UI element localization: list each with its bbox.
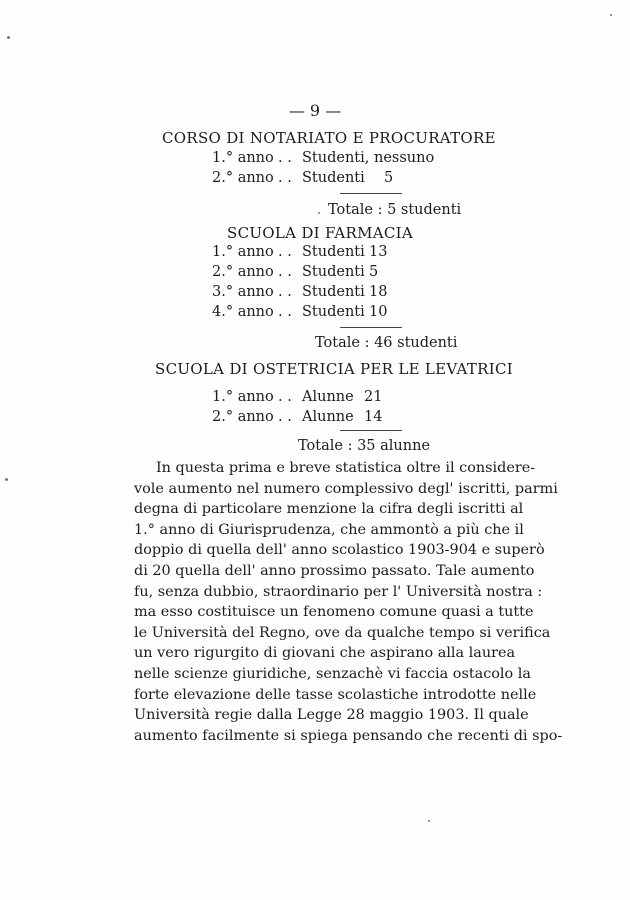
row-label: Studenti [302,304,365,320]
row-dots: . . [278,389,292,405]
row-dots: . . [278,170,292,186]
row-dots: . . [278,264,292,280]
ostetricia-row-2 [212,409,452,429]
row-label: Studenti, nessuno [302,150,435,166]
row-number: 13 [369,244,388,260]
sum-rule [340,430,402,431]
paragraph-line: degna di particolare menzione la cifra degli iscritti al [134,501,524,518]
page-number: — 9 — [288,101,342,120]
notariato-total: Totale : 5 studenti [328,202,462,218]
row-dots: . . [278,409,292,425]
sum-rule [340,193,402,194]
paragraph-line: Università regie dalla Legge 28 maggio 1903. Il quale [134,707,529,724]
farmacia-row-2 [212,264,452,284]
farmacia-total: Totale : 46 studenti [315,335,458,351]
paragraph-line: In questa prima e breve statistica oltre il considere- [156,460,536,476]
row-number: 18 [369,284,388,300]
row-anno: 1.° anno [212,389,274,405]
row-label: Studenti [302,264,365,280]
farmacia-row-3 [212,284,452,304]
paragraph-line: di 20 quella dell' anno prossimo passato. Tale aumento [134,562,535,579]
row-anno: 2.° anno [212,264,274,280]
scan-speck [428,820,430,822]
row-dots: . . [278,244,292,260]
ostetricia-total: Totale : 35 alunne [298,438,431,454]
ostetricia-heading: SCUOLA DI OSTETRICIA PER LE LEVATRICI [155,360,513,378]
paragraph-line: vole aumento nel numero complessivo degl' iscritti, parmi [134,480,558,497]
row-dots: . . [278,284,292,300]
paragraph-line: fu, senza dubbio, straordinario per l' Università nostra : [134,583,543,600]
scan-speck [7,36,10,39]
paragraph-line: 1.° anno di Giurisprudenza, che ammontò a più che il [134,521,524,538]
scan-speck [5,478,8,481]
row-label: Alunne [302,389,354,405]
farmacia-row-4 [212,304,452,324]
row-number: 21 [364,389,383,405]
farmacia-heading: SCUOLA DI FARMACIA [227,224,414,242]
paragraph-line: aumento facilmente si spiega pensando che recenti di spo- [134,727,563,744]
row-anno: 2.° anno [212,170,274,186]
row-anno: 1.° anno [212,244,274,260]
notariato-row-2 [212,170,452,190]
ostetricia-row-1 [212,389,452,409]
body-paragraph [134,458,563,746]
row-number: 5 [369,264,379,280]
paragraph-line: doppio di quella dell' anno scolastico 1903-904 e superò [134,542,545,559]
farmacia-row-1 [212,244,452,264]
row-label: Studenti [302,170,365,186]
row-number: 14 [364,409,383,425]
row-number: 5 [384,170,394,186]
row-anno: 1.° anno [212,150,274,166]
row-dots: . . [278,304,292,320]
paragraph-line: le Università del Regno, ove da qualche tempo si verifica [134,624,551,641]
scan-speck [318,212,320,214]
row-label: Studenti [302,244,365,260]
row-anno: 4.° anno [212,304,274,320]
paragraph-line: nelle scienze giuridiche, senzachè vi faccia ostacolo la [134,665,531,682]
row-anno: 2.° anno [212,409,274,425]
scan-speck [610,14,612,16]
notariato-heading: CORSO DI NOTARIATO E PROCURATORE [162,129,496,147]
row-label: Alunne [302,409,354,425]
row-dots: . . [278,150,292,166]
paragraph-line: ma esso costituisce un fenomeno comune quasi a tutte [134,604,534,621]
sum-rule [340,327,402,328]
row-label: Studenti [302,284,365,300]
notariato-row-1 [212,150,452,170]
paragraph-line: forte elevazione delle tasse scolastiche introdotte nelle [134,686,537,703]
paragraph-line: un vero rigurgito di giovani che aspirano alla laurea [134,645,516,662]
row-anno: 3.° anno [212,284,274,300]
row-number: 10 [369,304,388,320]
